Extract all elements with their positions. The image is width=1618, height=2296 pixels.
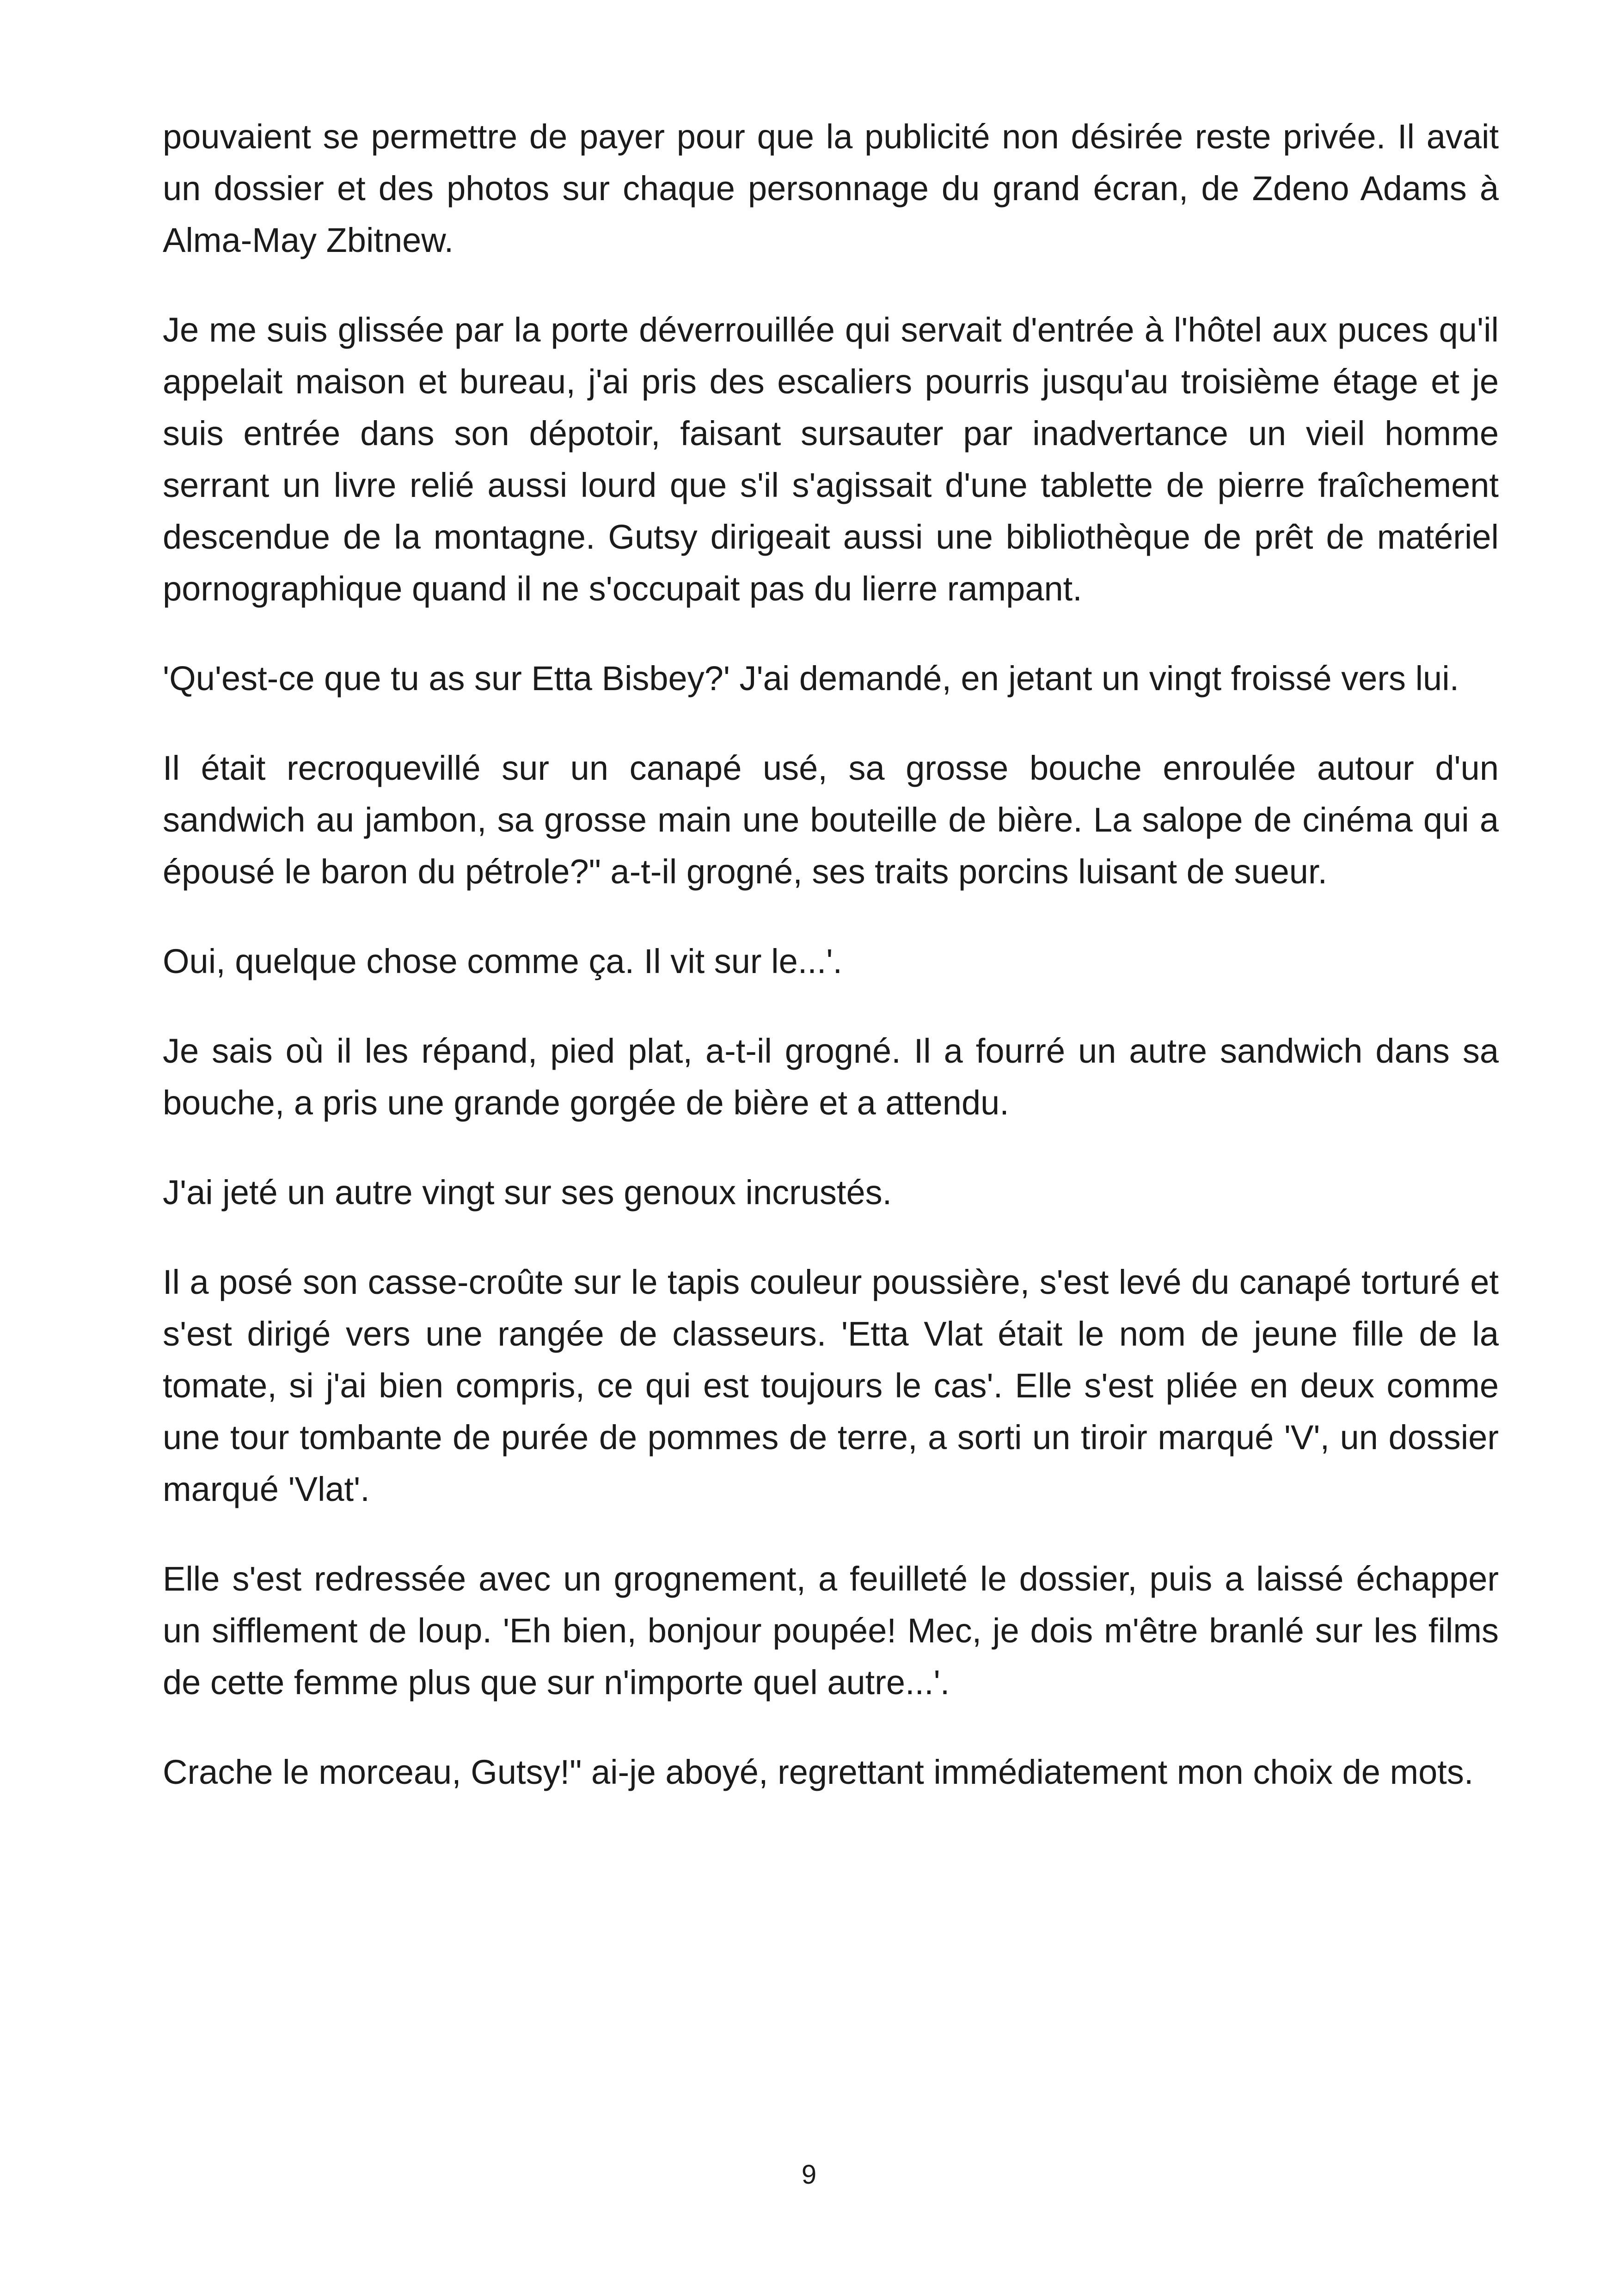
- page-number: 9: [801, 2160, 817, 2190]
- paragraph-7: J'ai jeté un autre vingt sur ses genoux incrustés.: [163, 1173, 892, 1212]
- paragraph-3: 'Qu'est-ce que tu as sur Etta Bisbey?' J'ai demandé, en jetant un vingt froissé vers lui.: [163, 659, 1459, 698]
- paragraph-6: Je sais où il les répand, pied plat, a-t-il grogné. Il a fourré un autre sandwich dans sa bouche, a pris une grande gorgée de bière et a attendu.: [163, 1032, 1499, 1122]
- paragraph-2: Je me suis glissée par la porte déverrouillée qui servait d'entrée à l'hôtel aux puces qu'il appelait maison et bureau, j'ai pris des escaliers pourris jusqu'au troisième étage et je suis entrée dans son dépotoir, faisant sursauter par inadvertance un vieil homme serrant un livre relié aussi lourd que s'il s'agissait d'une tablette de pierre fraîchement descendue de la montagne. Gutsy dirigeait aussi une bibliothèque de prêt de matériel pornographique quand il ne s'occupait pas du lierre rampant.: [163, 311, 1499, 608]
- paragraph-10: Crache le morceau, Gutsy!" ai-je aboyé, regrettant immédiatement mon choix de mots.: [163, 1753, 1474, 1791]
- paragraph-8: Il a posé son casse-croûte sur le tapis couleur poussière, s'est levé du canapé torturé et s'est dirigé vers une rangée de classeurs. 'Etta Vlat était le nom de jeune fille de la tomate, si j'ai bien compris, ce qui est toujours le cas'. Elle s'est pliée en deux comme une tour tombante de purée de pommes de terre, a sorti un tiroir marqué 'V', un dossier marqué 'Vlat'.: [163, 1263, 1499, 1508]
- paragraph-1: pouvaient se permettre de payer pour que la publicité non désirée reste privée. Il avait un dossier et des photos sur chaque personnage du grand écran, de Zdeno Adams à Alma-May Zbitnew.: [163, 117, 1499, 259]
- paragraph-5: Oui, quelque chose comme ça. Il vit sur le...'.: [163, 942, 843, 980]
- paragraph-9: Elle s'est redressée avec un grognement, a feuilleté le dossier, puis a laissé échapper un sifflement de loup. 'Eh bien, bonjour poupée! Mec, je dois m'être branlé sur les films de cette femme plus que sur n'importe quel autre...'.: [163, 1560, 1499, 1702]
- paragraph-4: Il était recroquevillé sur un canapé usé, sa grosse bouche enroulée autour d'un sandwich au jambon, sa grosse main une bouteille de bière. La salope de cinéma qui a épousé le baron du pétrole?" a-t-il grogné, ses traits porcins luisant de sueur.: [163, 749, 1499, 891]
- page-body: [163, 111, 1499, 1836]
